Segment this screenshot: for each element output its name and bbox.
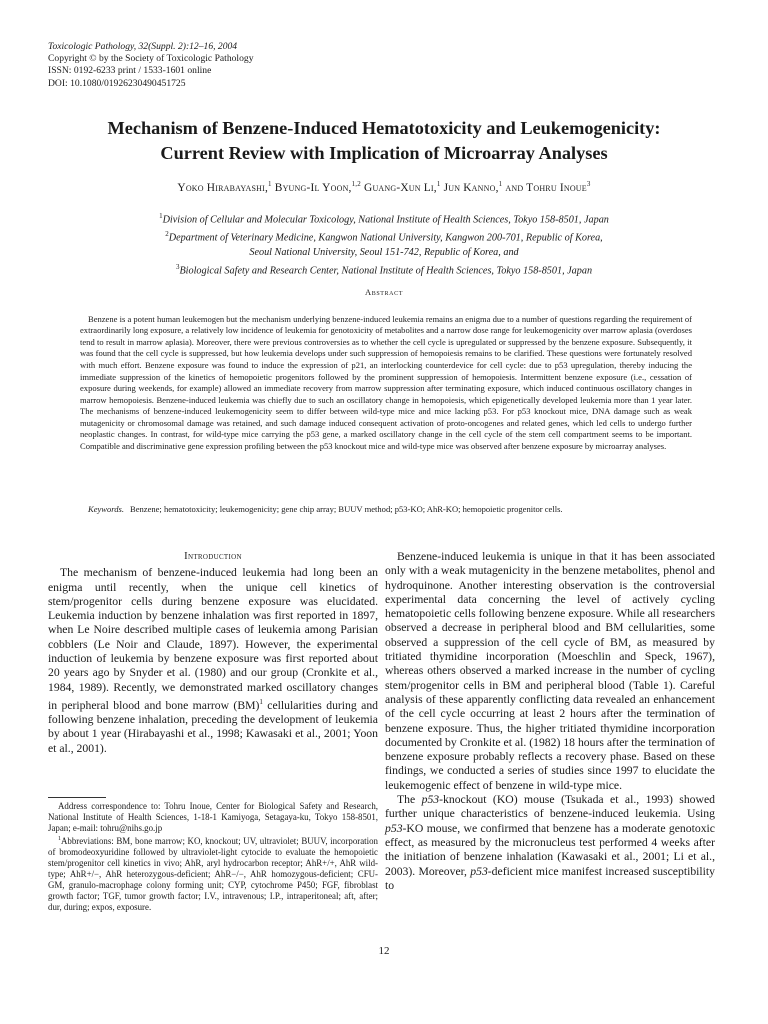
keywords-text: Benzene; hematotoxicity; leukemogenicity; gene chip array; BUUV method; p53-KO; AhR-KO; hemopoietic progenitor cells.: [130, 504, 563, 514]
keywords: [88, 504, 692, 515]
journal-citation: Toxicologic Pathology, 32(Suppl. 2):12–16, 2004: [48, 41, 238, 52]
copyright-line: Copyright © by the Society of Toxicologic Pathology: [48, 53, 254, 65]
abbreviations-footnote: $^1$Abbreviations: BM, bone marrow; KO, knockout; UV, ultraviolet; BUUV, incorporation of bromodeoxyuridine followed by ultraviolet-light cytocide to evaluate the hemopoietic stem/progenitor cell kinetics in vivo; AhR, aryl hydrocarbon receptor; AhR+/+, AhR wild-type; AhR+/−, AhR heterozygous-deficient; AhR−/−, AhR homozygous-deficient; CFU-GM, granulo-macrophage colony forming unit; CYP, cytochrome P450; FGF, fibroblast growth factor; TGF, tumor growth factor; I.V., intravenous; I.P., intraperitoneal; aft, after; dur, during; expos, exposure.: [48, 835, 378, 912]
introduction-paragraph: The mechanism of benzene-induced leukemia had long been an enigma until recently, when the unique cell kinetics of stem/progenitor cells during benzene exposure was elucidated. Leukemia induction by benzene inhalation was first reported in 1897, when Le Noire described multiple cases of leukemia among Parisian cobblers (Le Noir and Claude, 1897). However, the experimental induction of leukemia by benzene exposure was first reported about 20 years ago by Snyder et al. (1980) and our group (Cronkite et al., 1984, 1989). Recently, we demonstrated marked oscillatory changes in peripheral blood and bone marrow (BM)$^1$ cellularities during and following benzene inhalation, preceding the development of leukemia by about 1 year (Hirabayashi et al., 1998; Kawasaki et al., 2001; Yoon et al., 2001).: [48, 566, 379, 755]
journal-header: [48, 41, 254, 90]
title-line-1: Mechanism of Benzene-Induced Hematotoxicity and Leukemogenicity:: [107, 118, 661, 138]
affiliation-2-cont: Seoul National University, Seoul 151-742, Republic of Korea, and: [249, 246, 519, 258]
author-list: Yoko Hirabayashi,$^1$ Byung-Il Yoon,$^{1,2}$ Guang-Xun Li,$^1$ Jun Kanno,$^1$ and Tohru Inoue$^3$: [177, 180, 591, 194]
author-2: Byung-Il Yoon,: [274, 181, 352, 194]
affiliations: [40, 209, 728, 278]
body-paragraph-1: Benzene-induced leukemia is unique in that it has been associated only with a weak mutagenicity in the benzene metabolites, phenol and hydroquinone. Another interesting observation is the controversial experimental data concerning the level of actively cycling hematopoietic cells following benzene exposure. While all researchers observed a decrease in peripheral blood and BM cellularities, some observed a suppression of the cell cycle of BM, as measured by tritiated thymidine incorporation (Moeschlin and Speck, 1967), whereas others observed a marked increase in the number of cycling stem/progenitor cells in BM and peripheral blood (Table 1). Careful analysis of these apparently conflicting data revealed an enhancement of the cell cycle occurring at least 2 hours after the termination of benzene exposure. Thus, the higher tritiated thymidine incorporation documented by Cronkite et al. (1982) 18 hours after the termination of benzene exposure probably reflects a recovery phase. Based on these findings, we conducted a series of studies since 1997 to elucidate the leukemogenic effect of benzene in wild-type mice.: [385, 550, 715, 792]
footnote-divider: [48, 797, 106, 798]
author-4: Jun Kanno,: [443, 181, 499, 194]
footnotes: [48, 801, 378, 913]
abstract-text: Benzene is a potent human leukemogen but the mechanism underlying benzene-induced leukemia remains an enigma due to a number of questions regarding the requirement of extraordinarily long exposure, a relatively low incidence of leukemia for genotoxicity of metabolites and a narrow dose range for leukemogenicity over marrow aplasia (overdoses tend to result in marrow aplasia). Moreover, there were previous controversies as to whether the cell cycle is upregulated or suppressed by the benzene exposure. Subsequently, it was found that the cell cycle is suppressed, but how leukemia develops under such suppression of hemopoiesis remains to be clarified. These questions were fortunately resolved with much effort. Benzene exposure was found to induce the expression of p21, an interlocking counterdevice for cell cycle: due to p53 upregulation, thereby inducing the immediate suppression of the kinetics of hemopoietic progenitors followed by the prominent suppression of hemopoiesis. Intermittent benzene exposure (i.e., cessation of exposure during weekends, for example) allowed an immediate recovery from marrow suppression after terminating exposure, which induced continuous oscillatory changes in marrow hemopoiesis. Benzene-induced leukemia was chiefly due to such an oscillatory change in hemopoiesis, which epigenetically developed leukemia more than 1 year later. The mechanisms of benzene-induced leukemogenicity seem to differ between wild-type mice and mice lacking p53. For p53 knockout mice, DNA damage such as weak mutagenicity or chromosomal damage was retained, and such damage induced consequent activation of proto-oncogenes and related genes, which led cells to undergo further neoplastic changes. In contrast, for wild-type mice carrying the p53 gene, a marked oscillatory change in the cell cycle of the stem cell compartment seems to be important. Compatible and discriminative gene expression profiling between the p53 knockout mice and wild-type mice was observed after benzene exposure by microarray analyses.: [80, 313, 692, 452]
paper-title: [40, 116, 728, 166]
author-3: Guang-Xun Li,: [364, 181, 437, 194]
affiliation-1: $^1$Division of Cellular and Molecular Toxicology, National Institute of Health Sciences, Tokyo 158-8501, Japan: [159, 212, 609, 226]
keywords-label: Keywords.: [88, 504, 125, 514]
introduction-heading: Introduction: [184, 551, 242, 562]
doi-line: DOI: 10.1080/01926230490451725: [48, 77, 186, 89]
body-paragraph-2: The p53-knockout (KO) mouse (Tsukada et al., 1993) showed further unique characteristics of benzene-induced leukemia. Using p53-KO mouse, we confirmed that benzene has a moderate genotoxic effect, as measured by the micronucleus test performed 4 weeks after the initiation of benzene inhalation (Kawasaki et al., 2001; Li et al., 2003). Moreover, p53-deficient mice manifest increased susceptibility to: [385, 793, 715, 892]
left-column: [48, 550, 378, 756]
affiliation-3: $^3$Biological Safety and Research Center, National Institute of Health Sciences, Tokyo 158-8501, Japan: [175, 262, 593, 277]
affiliation-2: $^2$Department of Veterinary Medicine, Kangwon National University, Kangwon 200-701, Republic of Korea,: [165, 230, 603, 244]
page-number: 12: [378, 945, 390, 957]
abstract-heading: Abstract: [365, 287, 403, 297]
correspondence-footnote: Address correspondence to: Tohru Inoue, Center for Biological Safety and Research, National Institute of Health Sciences, 1-18-1 Kamiyoga, Setagaya-ku, Tokyo 158-8501, Japan; e-mail: tohru@nihs.go.jp: [48, 801, 378, 833]
issn-line: ISSN: 0192-6233 print / 1533-1601 online: [48, 65, 212, 77]
author-5: and Tohru Inoue: [505, 181, 587, 194]
author-1: Yoko Hirabayashi,: [177, 181, 269, 194]
right-column: [385, 550, 715, 893]
title-line-2: Current Review with Implication of Microarray Analyses: [160, 143, 608, 163]
